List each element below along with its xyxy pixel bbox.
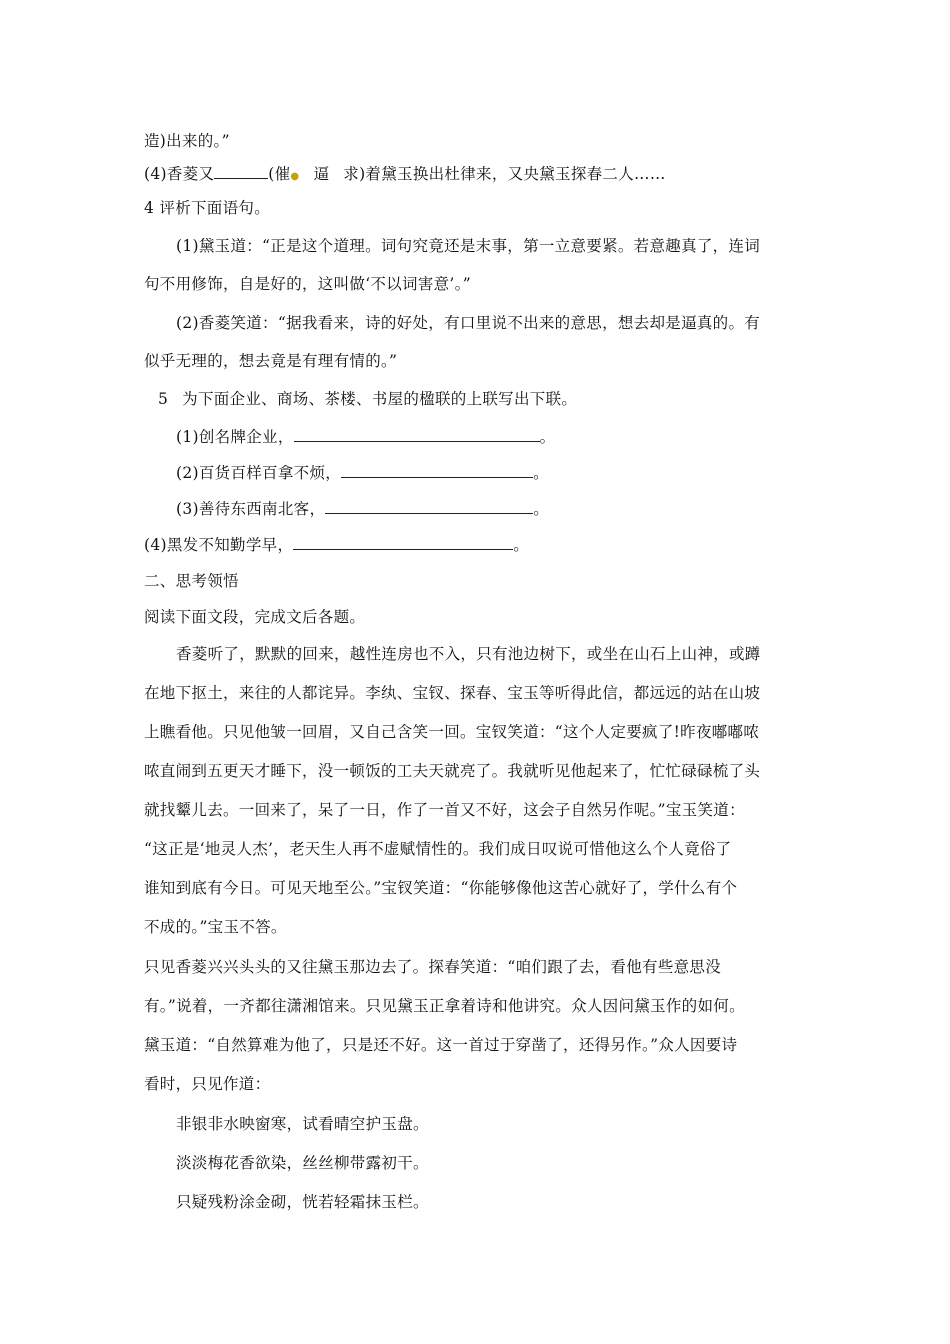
period: 。 [539, 428, 556, 446]
para1-line-2: 在地下抠土，来往的人都诧异。李纨、宝钗、探春、宝玉等听得此信，都远远的站在山坡 [144, 684, 761, 702]
q3-item4-suffix: 着黛玉换出杜律来，又央黛玉探春二人…… [365, 165, 666, 183]
section2-instruction: 阅读下面文段，完成文后各题。 [144, 608, 366, 626]
option-1: (催 [268, 165, 291, 183]
q3-line-1: 造)出来的。” [144, 132, 230, 150]
q4-p1-line-1: (1)黛玉道：“正是这个道理。词句究竟还是末事，第一立意要紧。若意趣真了，连词 [176, 237, 761, 255]
section2-title: 二、思考领悟 [144, 572, 239, 590]
poem-line-3: 只疑残粉涂金砌，恍若轻霜抹玉栏。 [176, 1193, 429, 1211]
q3-line-2 [144, 164, 666, 187]
answer-blank[interactable] [294, 427, 540, 442]
period: 。 [533, 464, 549, 482]
q5-item-3 [176, 499, 549, 519]
option-3: 求) [343, 165, 366, 183]
q5-number: 5 [158, 390, 169, 408]
dot-mark: ● [290, 171, 300, 182]
q4-p2-line-2: 似乎无理的，想去竟是有理有情的。” [144, 352, 398, 370]
para1-line-5: 就找颦儿去。一回来了，呆了一日，作了一首又不好，这会子自然另作呢。”宝玉笑道： [144, 801, 745, 819]
para1-line-4: 哝直闹到五更天才睡下，没一顿饭的工夫天就亮了。我就听见他起来了，忙忙碌碌梳了头 [144, 762, 761, 780]
para2-line-3: 黛玉道：“自然算难为他了，只是还不好。这一首过于穿凿了，还得另作。”众人因要诗 [144, 1036, 738, 1054]
para2-line-4: 看时，只见作道： [144, 1075, 271, 1093]
para2-line-2: 有。”说着，一齐都往潇湘馆来。只见黛玉正拿着诗和他讲究。众人因问黛玉作的如何。 [144, 997, 745, 1015]
q4-title: 4 评析下面语句。 [144, 199, 270, 217]
q5-item-label: (1)创名牌企业， [176, 428, 294, 446]
q5-item-label: (4)黑发不知勤学早， [144, 536, 294, 554]
answer-blank[interactable] [214, 164, 268, 179]
para1-line-3: 上瞧看他。只见他皱一回眉，又自己含笑一回。宝钗笑道：“这个人定要疯了!昨夜嘟嘟哝 [144, 723, 760, 741]
q3-item4-prefix: (4)香菱又 [144, 165, 215, 183]
answer-blank[interactable] [293, 535, 513, 550]
para2-line-1: 只见香菱兴兴头头的又往黛玉那边去了。探春笑道：“咱们跟了去，看他有些意思没 [144, 958, 722, 976]
q5-title-text: 为下面企业、商场、茶楼、书屋的楹联的上联写出下联。 [182, 390, 578, 408]
q4-p2-line-1: (2)香菱笑道：“据我看来，诗的好处，有口里说不出来的意思，想去却是逼真的。有 [176, 314, 761, 332]
period: 。 [513, 536, 530, 554]
q5-item-label: (3)善待东西南北客， [176, 500, 326, 518]
para1-line-6: “这正是‘地灵人杰’，老天生人再不虚赋情性的。我们成日叹说可惜他这么个人竟俗了 [144, 840, 732, 858]
q5-item-2 [176, 463, 549, 483]
q5-title [158, 389, 577, 409]
q5-item-1 [176, 427, 555, 447]
q4-p1-line-2: 句不用修饰，自是好的，这叫做‘不以词害意’。” [144, 275, 471, 293]
q5-item-label: (2)百货百样百拿不烦， [176, 464, 342, 482]
period: 。 [533, 500, 550, 518]
para1-line-7: 谁知到底有今日。可见天地至公。”宝钗笑道：“你能够像他这苦心就好了，学什么有个 [144, 879, 738, 897]
para1-line-1: 香菱听了，默默的回来，越性连房也不入，只有池边树下，或坐在山石上山神，或蹲 [176, 645, 761, 663]
para1-line-8: 不成的。”宝玉不答。 [144, 918, 287, 936]
answer-blank[interactable] [325, 499, 533, 514]
poem-line-1: 非银非水映窗寒，试看晴空护玉盘。 [176, 1115, 429, 1133]
poem-line-2: 淡淡梅花香欲染，丝丝柳带露初干。 [176, 1154, 429, 1172]
answer-blank[interactable] [341, 463, 533, 478]
option-2: 逼 [313, 165, 330, 183]
q5-item-4 [144, 535, 529, 555]
